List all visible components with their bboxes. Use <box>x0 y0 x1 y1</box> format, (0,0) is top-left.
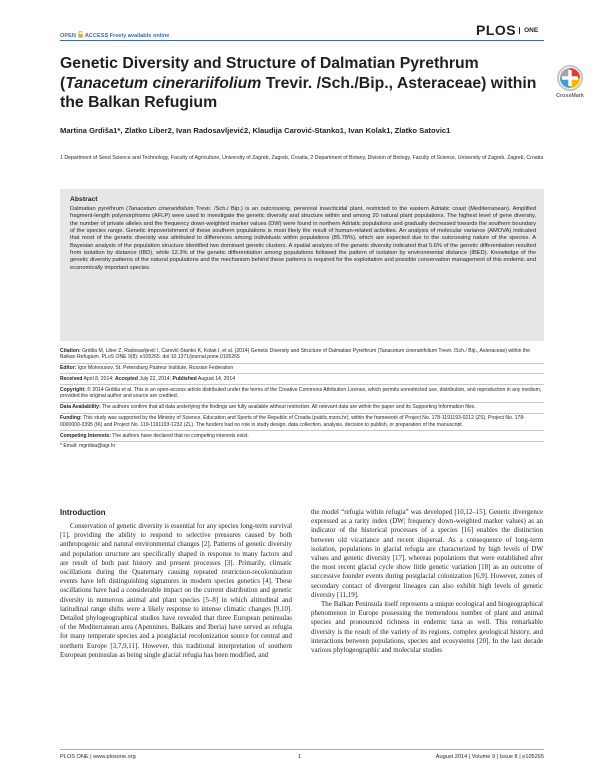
email-block: * Email: mgrdisa@agr.hr <box>60 443 116 450</box>
author-list: Martina Grdiša1*, Zlatko Liber2, Ivan Radosavljević2, Klaudija Carović-Stanko1, Ivan Kolak1, Zlatko Satovic1 <box>60 126 451 135</box>
data-availability-block: Data Availability: The authors confirm that all data underlying the findings are fully available without restriction. All relevant data are within the paper and its Supporting Information files. <box>60 403 544 414</box>
header-divider <box>60 40 544 41</box>
introduction-heading: Introduction <box>60 508 106 517</box>
abstract-box <box>60 189 544 341</box>
editor-block: Editor: Igor Mokrousov, St. Petersburg Pasteur Institute, Russian Federation <box>60 364 544 375</box>
footer-issue: August 2014 | Volume 9 | Issue 8 | e105265 <box>435 754 544 760</box>
body-paragraph: Conservation of genetic diversity is essential for any species long-term survival [1], providing the ability to respond to selective pressures caused by both anthropogenic and natural environmental changes [2]. Patterns of genetic diversity and population structure are specifically shaped in response to many factors and are result of both past history and present processes [3]. Primarily, climatic oscillations during the Quaternary causing repeated restriction-recolonization events have left distinguishing signatures in modern species genetics [4]. These oscillations have had a considerable impact on the current distribution and genetic diversity in numerous animal and plant species [5–8] in which altitudinal and latitudinal range shifts were a likely response to intense climatic changes [9,10]. Detailed phylogeographical studies have revealed that three European peninsulas of the Mediterranean area (Apennines, Balkans and Iberia) have served as refugia for many temperate species and a postglacial recolonization source for central and northern Europe [3,7,9,11]. However, this traditional interpretation of southern European peninsulas as being single glacial refugia has been modified, and <box>60 522 292 659</box>
crossmark-icon <box>548 62 592 106</box>
crossmark-badge[interactable] <box>548 62 592 106</box>
open-lock-icon <box>78 31 83 38</box>
abstract-heading: Abstract <box>70 196 98 203</box>
footer-divider <box>60 749 544 750</box>
body-column-left <box>60 522 292 660</box>
article-metadata <box>60 346 544 452</box>
body-paragraph: the model “refugia within refugia” was developed [10,12–15]. Genetic divergence expressed as a rarity index (DW; frequency down-weighted marker values) as an indicator of the historical processes of a species [16] enables the distinction between old vicariance and recent dispersal. As a consequence of long-term isolation, populations in glacial refugia are characterized by high levels of DW values and genetic diversity [17], whereas populations that were established after the most recent glacial cycle show little genetic variation [18] as an outcome of successive founder events during postglacial colonization [6,9]. However, zones of secondary contact of divergent lineages can also exhibit high levels of genetic diversity [11,19]. <box>311 508 543 599</box>
open-access-badge: OPEN ACCESS Freely available online <box>60 33 170 39</box>
article-title: Genetic Diversity and Structure of Dalmatian Pyrethrum (Tanacetum cinerariifolium Trevir. /Sch./Bip., Asteraceae) within the Balkan Refugium <box>60 55 537 112</box>
page-number: 1 <box>298 754 302 760</box>
crossmark-label: CrossMark <box>556 93 584 99</box>
dates-block: Received April 8, 2014; Accepted July 22, 2014; Published August 14, 2014 <box>60 374 544 385</box>
copyright-block: Copyright: © 2014 Grdiša et al. This is an open-access article distributed under the terms of the Creative Commons Attribution License, which permits unrestricted use, distribution, and reproduction in any medium, provided the original author and source are credited. <box>60 385 544 403</box>
journal-header <box>0 0 600 44</box>
journal-logo[interactable]: PLOS $^{ONE}$ <box>476 22 539 38</box>
competing-interests-block: Competing Interests: The authors have declared that no competing interests exist. <box>60 431 544 442</box>
abstract-text: Dalmatian pyrethrum (Tanacetum cinerariifolium Trevir. /Sch./ Bip.) is an outcrossing, perennial insecticidal plant, restricted to the eastern Adriatic coast (Mediterranean). Amplified fragment-length polymorphisms (AFLP) were used to investigate the genetic diversity and structure within and among 20 natural plant populations. The highest level of gene diversity, the number of private alleles and the frequency down-weighted marker values (DW) were found in northern Adriatic populations and gradually decreased towards the southern boundary of the species range. Genetic impoverishment of these southern populations is most likely the result of human-related activities. An analysis of molecular variance (AMOVA) indicated that most of the genetic diversity was attributed to differences among individuals within populations (85.78%), which are expected due to the outcrossing nature of the species. A Bayesian analysis of the population structure identified two dominant genetic clusters. A spatial analysis of the genetic diversity indicated that 5.6% of the genetic differentiation resulted from isolation by distance (IBD), while 12.3% of the genetic differentiation among populations followed the pattern of isolation by environmental distance (IBED). Knowledge of the genetic diversity patterns of the natural populations and the mechanism behind these patterns is required for the exploitation and possible conservation management of this endemic and economically important species. <box>70 206 537 271</box>
citation-block: Citation: Grdiša M, Liber Z, Radosavljević I, Carović-Stanko K, Kolak I, et al. (2014) Genetic Diversity and Structure of Dalmatian Pyrethrum (Tanacetum cinerariifolium Trevir. /Sch./ Bip., Asteraceae) within the Balkan Refugium. PLoS ONE 9(8): e105265. doi:10.1371/journal.pone.0105265 <box>60 346 544 364</box>
body-paragraph: The Balkan Peninsula itself represents a unique ecological and biogeographical phenomenon in Europe possessing the tremendous number of plant and animal species and pronounced richness in endemic taxa as well. This remarkable diversity is the result of the variety of its regions, complex geological history, and interactions between populations, species and ecosystems [20]. In the last decade various phylogeographic and molecular studies <box>311 600 543 655</box>
affiliations: 1 Department of Seed Science and Technology, Faculty of Agriculture, University of Zagreb, Zagreb, Croatia, 2 Department of Botany, Division of Biology, Faculty of Science, University of Zagreb, Zagreb, Croatia <box>60 155 544 161</box>
footer-journal: PLOS ONE | www.plosone.org <box>60 754 136 760</box>
body-column-right <box>311 508 543 655</box>
funding-block: Funding: This study was supported by the Ministry of Science, Education and Sports of the Republic of Croatia (public.mzos.hr), within the framework of Project No. 178-1191193-0212 (ZS), Project No. 178-0000000-3395 (IK) and Project No. 119-1191193-1232 (ZL). The funders had no role in study design, data collection, analysis, decision to publish, or preparation of the manuscript. <box>60 414 544 432</box>
